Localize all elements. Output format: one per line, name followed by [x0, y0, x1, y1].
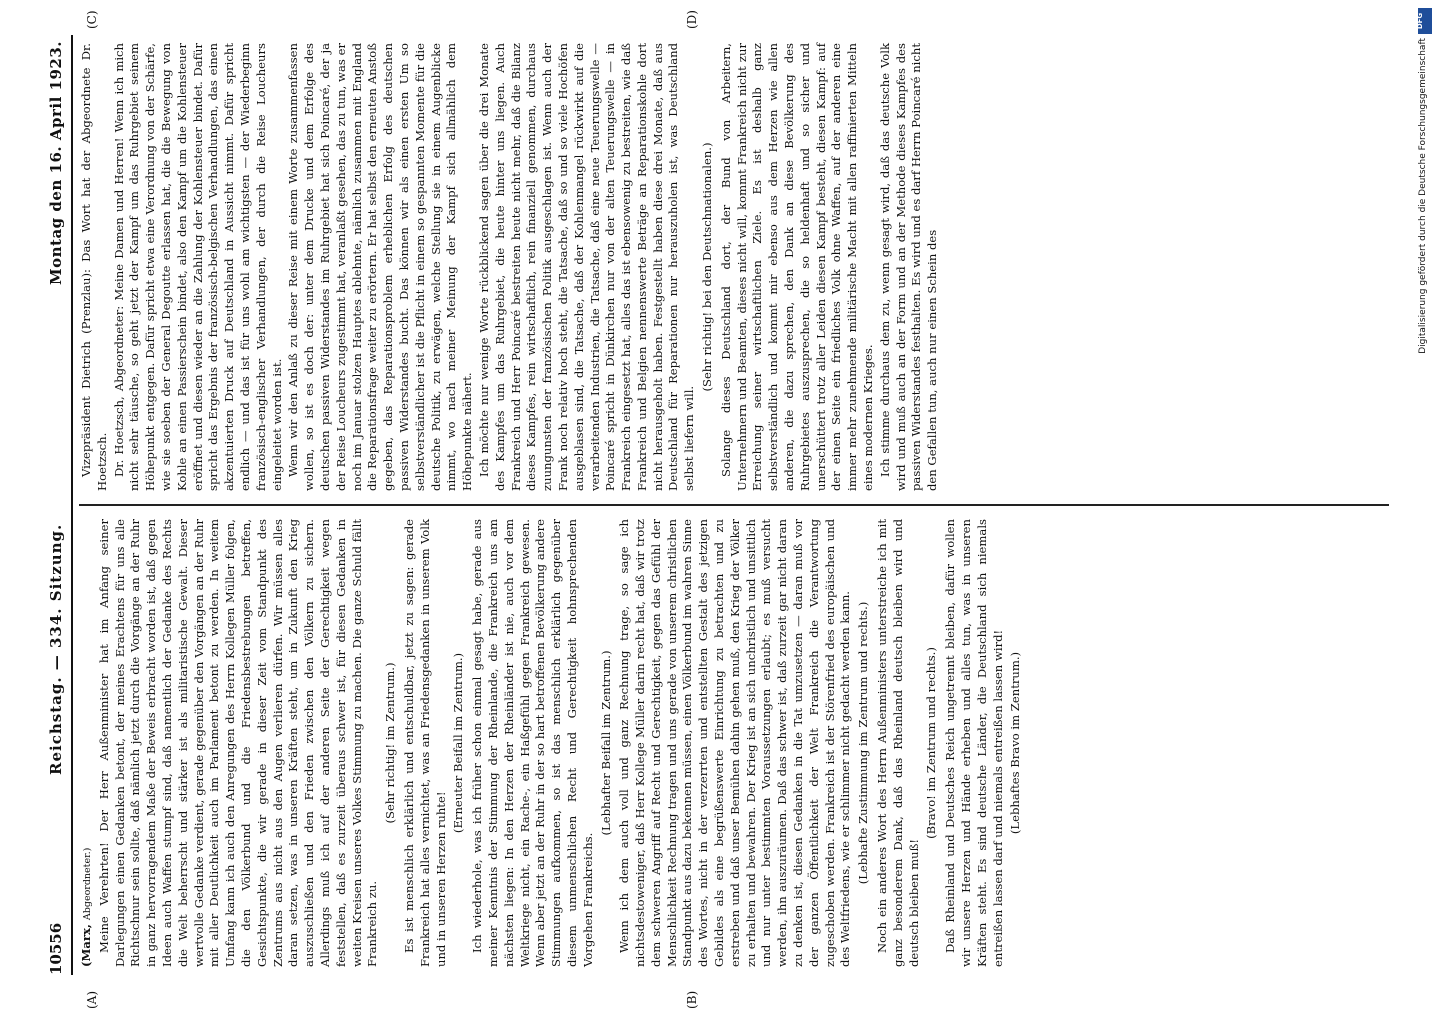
paragraph: Wenn ich dem auch voll und ganz Rechnung trage, so sage ich nichtsdestoweniger, daß Herr Kollege Müller darin recht hat, daß wir trotz dem schweren Angriff auf Recht und Gerechtigkeit, gegen das Gefühl der Menschlichkeit Rechnung tragen und uns gerade von unserem christlichen Standpunkt aus dazu bekennen müssen, einen Völkerbund im wahren Sinne des Wortes, nicht in der verzerrten und entstellten Gestalt des jetzigen Gebildes als eine begrüßenswerte Einrichtung zu betrachten und zu erstreben und daß unser Bemühen dahin gehen muß, den Krieg der Völker zu erhalten und bewahren. Der Krieg ist an sich unchristlich und unsittlich und nur unter bestimmten Voraussetzungen erlaubt; es muß versucht werden, ihn auszuräumen. Daß das schwer ist, daß zurzeit gar nicht daran zu denken ist, diesen Gedanken in die Tat umzusetzen — daran muß vor der ganzen Öffentlichkeit der Welt Frankreich die Verantwortung zugeschoben werden. Frankreich ist der Störenfried des europäischen und des Weltfriedens, wie er schlimmer nicht gedacht werden kann. — [617, 519, 853, 967]
speaker-line — [79, 519, 96, 967]
interjection: (Lebhaftes Bravo im Zentrum.) — [1008, 651, 1023, 835]
interjection: (Lebhafter Beifall im Zentrum.) — [598, 650, 613, 836]
digitization-sidebar — [1418, 8, 1432, 992]
interjection: (Sehr richtig! im Zentrum.) — [383, 662, 398, 824]
margin-marker-a: (A) — [85, 990, 99, 1009]
paragraph: Dr. Hoetzsch, Abgeordneter: Meine Damen und Herren! Wenn ich mich nicht sehr täusche, so geht jetzt der Kampf um das Ruhrgebiet seinem Höhepunkt entgegen. Dafür spricht etwa eine Verordnung von der Schärfe, wie sie soeben der General Degoutte erlassen hat, die die Bewegung von Kohle an einen Passierschein bindet, also den Kampf um die Kohlensteuer eröffnet und diesen wieder an die Zahlung der Kohlensteuer bindet. Dafür spricht das Ergebnis der französisch-belgischen Verhandlungen, das einen akzentuierten Druck auf Deutschland in Aussicht nimmt. Dafür spricht endlich — und das ist für uns wohl am wichtigsten — der Wiederbeginn französisch-englischer Verhandlungen, der durch die Reise Loucheurs eingeleitet worden ist. — [111, 43, 284, 491]
dfg-logo: DFG — [1418, 8, 1432, 34]
speaker-name: (Marx, — [79, 920, 93, 967]
paragraph: Daß Rheinland und Deutsches Reich ungetrennt bleiben, dafür wollen wir unsere Herzen und Hände erheben und alles tun, was in unseren Kräften steht. Es sind deutsche Länder, die Deutschland sich niemals entreißen lassen darf und niemals entreißen lassen wird! — [943, 519, 1005, 967]
paragraph: Es ist menschlich erklärlich und entschuldbar, jetzt zu sagen: gerade Frankreich hat alles vernichtet, was an Friedensgedanken in unserem Volk und in unseren Herzen ruhte! — [401, 519, 448, 967]
paragraph: Meine Verehrten! Der Herr Außenminister hat im Anfang seiner Darlegungen einen Gedanken betont, der meines Erachtens für uns alle Richtschnur sein sollte, daß nämlich jetzt durch die Vorgänge an der Ruhr in ganz hervorragendem Maße der Beweis erbracht worden ist, daß gegen Ideen auch Waffen stumpf sind, daß namentlich der Gedanke des Rechts die Welt beherrscht und stärker ist als militaristische Gewalt. Dieser wertvolle Gedanke verdient, gerade gegenüber den Vorgängen an der Ruhr mit aller Deutlichkeit auch im Parlament betont zu werden. In weitem Umfang kann ich auch den Anregungen des Herrn Kollegen Müller folgen, die den Völkerbund und die Friedensbestrebungen betreffen, Gesichtspunkte, die wir gerade in dieser Zeit vom Standpunkt des Zentrums aus nicht aus den Augen verlieren dürfen. Wir müssen alles daran setzen, was in unseren Kräften steht, um in Zukunft den Krieg auszuschließen und den Frieden zwischen den Völkern zu sichern. Allerdings muß ich auf der anderen Seite der Gerechtigkeit wegen feststellen, daß es zurzeit überaus schwer ist, für diesen Gedanken in weiten Kreisen unseres Volkes Stimmung zu machen. Die ganze Schuld fällt Frankreich zu. — [96, 519, 380, 967]
margin-marker-b: (B) — [685, 990, 699, 1009]
header-rule — [71, 35, 73, 975]
paragraph: Vizepräsident Dietrich (Prenzlau): Das Wort hat der Abgeordnete Dr. Hoetzsch. — [79, 43, 109, 491]
column-divider — [79, 505, 1389, 507]
margin-marker-d: (D) — [685, 10, 699, 29]
paragraph: Noch ein anderes Wort des Herrn Außenministers unterstreiche ich mit ganz besonderem Dank, daß das Rheinland deutsch bleiben wird und deutsch bleiben muß! — [875, 519, 921, 967]
interjection: (Lebhafte Zustimmung im Zentrum und rechts.) — [856, 601, 871, 885]
paragraph: Ich stimme durchaus dem zu, wenn gesagt wird, daß das deutsche Volk wird und muß auch an der Form und an der Methode dieses Kampfes des passiven Widerstandes festhalten. Es wird und es darf Herrn Poincaré nicht den Gefallen tun, auch nur einen Schein des — [877, 43, 940, 491]
margin-marker-c: (C) — [85, 10, 99, 29]
page-header — [45, 35, 71, 975]
paragraph: Solange dieses Deutschland dort, der Bund von Arbeitern, Unternehmern und Beamten, dieses nicht will, kommt Frankreich nicht zur Erreichung seiner wirtschaftlichen Ziele. Es ist deshalb ganz selbstverständlich und kommt mir ebenso aus dem Herzen wie allen anderen, die dazu sprechen, den Dank an diese Bevölkerung des Ruhrgebietes auszusprechen, die so heldenhaft und so sicher und unerschüttert trotz aller Leiden diesen Kampf besteht, diesen Kampf: auf der einen Seite ein friedliches Volk ohne Waffen, auf der anderen eine immer mehr zunehmende militärische Macht mit allen raffinierten Mitteln eines modernen Krieges. — [718, 43, 876, 491]
speaker-role: Abgeordneter.) — [82, 847, 93, 921]
left-column — [79, 519, 1027, 967]
header-right-title: Montag den 16. April 1923. — [47, 41, 65, 285]
interjection: (Sehr richtig! bei den Deutschnationalen.) — [700, 142, 715, 392]
right-column — [79, 43, 942, 491]
paragraph: Ich möchte nur wenige Worte rückblickend sagen über die drei Monate des Kampfes um das Ruhrgebiet, die heute hinter uns liegen. Auch Frankreich und Herr Poincaré bestreiten heute nicht mehr, daß die Bilanz dieses Kampfes, rein wirtschaftlich, rein finanziell genommen, durchaus zuungunsten der französischen Politik ausgeschlagen ist. Wenn auch der Frank noch relativ hoch steht, die Tatsache, daß so und so viele Hochöfen ausgeblasen sind, die Tatsache, daß der Kohlenmangel rückwirkt auf die verarbeitenden Industrien, die Tatsache, daß eine neue Teuerungswelle — Poincaré spricht in Dünkirchen nur von der alten Teuerungswelle — in Frankreich eingesetzt hat, alles das ist ebensowenig zu bestreiten, wie daß Frankreich und Belgien nennenswerte Beträge an Reparationskohle dort nicht herausgeholt haben. Festgestellt haben diese drei Monate, daß aus Deutschland für Reparationen nur herauszuholen ist, was Deutschland selbst liefern will. — [476, 43, 697, 491]
page-number: 10556 — [47, 922, 65, 975]
paragraph: Wenn wir den Anlaß zu dieser Reise mit einem Worte zusammenfassen wollen, so ist es doch der: unter dem Drucke und dem Erfolge des deutschen passiven Widerstandes im Ruhrgebiet hat sich Poincaré, der ja der Reise Loucheurs zugestimmt hat, veranlaßt gesehen, das zu tun, was er noch im Januar stolzen Hauptes ablehnte, nämlich zusammen mit England die Reparationsfrage weiter zu erörtern. Er hat selbst den erneuten Anstoß gegeben, das Reparationsproblem erheblichen Erfolg des deutschen passiven Widerstandes bucht. Das können wir als einen ersten Um so selbstverständlicher ist die Pflicht in einem so gespannten Momente für die deutsche Politik, zu erwägen, welche Stellung sie in einem Augenblicke nimmt, wo nach meiner Meinung der Kampf sich allmählich dem Höhepunkte nähert. — [286, 43, 475, 491]
digitization-notice: Digitalisierung gefördert durch die Deutsche Forschungsgemeinschaft — [1418, 38, 1428, 354]
header-left-title: Reichstag. — 334. Sitzung. — [47, 523, 65, 775]
interjection: (Erneuter Beifall im Zentrum.) — [451, 652, 466, 834]
paragraph: Ich wiederhole, was ich früher schon einmal gesagt habe, gerade aus meiner Kenntnis der Stimmung der Rheinlande, die Frankreich uns am nächsten liegen: In den Herzen der Rheinländer ist nie, auch vor dem Weltkriege nicht, ein Rache-, ein Haßgefühl gegen Frankreich gewesen. Wenn aber jetzt an der Ruhr in der so hart betroffenen Bevölkerung andere Stimmungen aufkommen, so ist das menschlich erklärlich gegenüber diesem unmenschlichen Recht und Gerechtigkeit hohnsprechenden Vorgehen Frankreichs. — [470, 519, 595, 967]
interjection: (Bravo! im Zentrum und rechts.) — [924, 647, 939, 839]
rotated-page — [45, 10, 1405, 1009]
